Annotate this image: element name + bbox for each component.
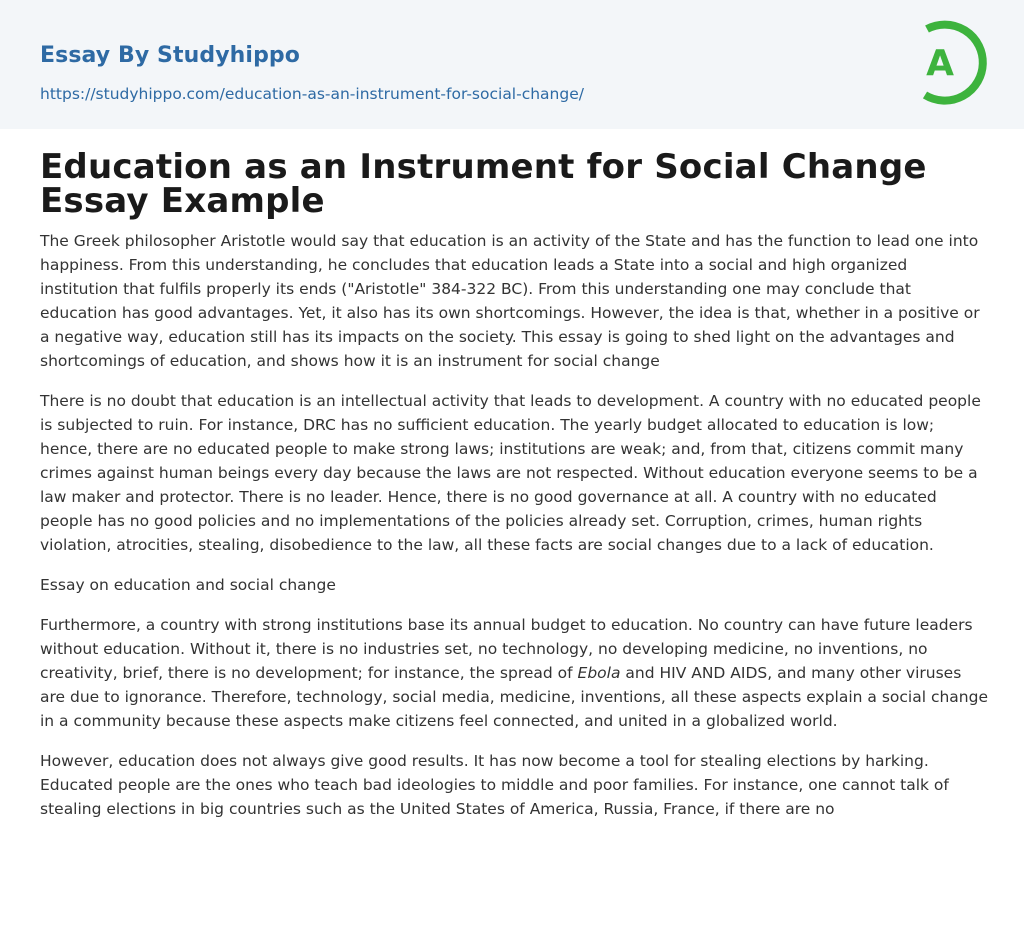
site-title[interactable]: Essay By Studyhippo bbox=[40, 43, 300, 68]
page-url-link[interactable]: https://studyhippo.com/education-as-an-instrument-for-social-change/ bbox=[40, 85, 584, 103]
studyhippo-logo-icon[interactable] bbox=[902, 18, 988, 106]
section-subheading: Essay on education and social change bbox=[40, 576, 336, 594]
paragraph-3 bbox=[40, 613, 988, 733]
ebola-term: Ebola bbox=[577, 664, 621, 682]
paragraph-2: There is no doubt that education is an intellectual activity that leads to development. A country with no educated people is subjected to ruin. For instance, DRC has no sufficient education. The yearly budget allocated to education is low; hence, there are no educated people to make strong laws; institutions are weak; and, from that, citizens commit many crimes against human beings every day because the laws are not respected. Without education everyone seems to be a law maker and protector. There is no leader. Hence, there is no good governance at all. A country with no educated people has no good policies and no implementations of the policies already set. Corruption, crimes, human rights violation, atrocities, stealing, disobedience to the law, all these facts are social changes due to a lack of education. bbox=[40, 392, 981, 554]
paragraph-3-text-before: Furthermore, a country with strong institutions base its annual budget to education. No country can have future leaders without education. Without it, there is no industries set, no technology, no developing medicine, no inventions, no creativity, brief, there is no development; for instance, the spread of bbox=[40, 616, 973, 682]
paragraph-1: The Greek philosopher Aristotle would say that education is an activity of the State and has the function to lead one into happiness. From this understanding, he concludes that education leads a State into a social and high organized institution that fulfils properly its ends ("Aristotle" 384-322 BC). From this understanding one may conclude that education has good advantages. Yet, it also has its own shortcomings. However, the idea is that, whether in a positive or a negative way, education still has its impacts on the society. This essay is going to shed light on the advantages and shortcomings of education, and shows how it is an instrument for social change bbox=[40, 232, 980, 370]
paragraph-3-text-after: and HIV AND AIDS, and many other viruses are due to ignorance. Therefore, technology, social media, medicine, inventions, all these aspects explain a social change in a community because these aspects make citizens feel connected, and united in a globalized world. bbox=[40, 664, 988, 730]
article-body bbox=[40, 229, 988, 837]
site-header bbox=[0, 0, 1024, 129]
article-title: Education as an Instrument for Social Change Essay Example bbox=[40, 147, 927, 221]
logo-letter: A bbox=[926, 43, 954, 84]
paragraph-4: However, education does not always give good results. It has now become a tool for stealing elections by harking. Educated people are the ones who teach bad ideologies to middle and poor families. For instance, one cannot talk of stealing elections in big countries such as the United States of America, Russia, France, if there are no bbox=[40, 752, 949, 818]
